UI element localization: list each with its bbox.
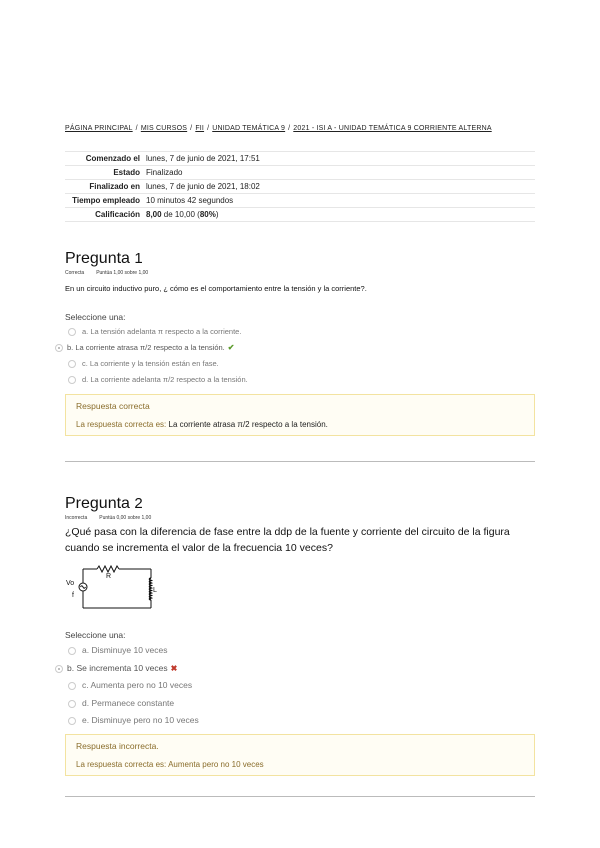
option-label: b. Se incrementa 10 veces — [67, 662, 168, 673]
voltage-label: Vo — [66, 580, 75, 587]
option-label: b. La corriente atrasa π/2 respecto a la tensión. — [67, 343, 225, 352]
radio-button[interactable] — [68, 376, 76, 384]
question-1 — [65, 250, 535, 436]
summary-value: Finalizado — [145, 166, 535, 180]
option-label: c. La corriente y la tensión están en fase. — [82, 359, 219, 368]
feedback-answer-line — [76, 760, 524, 769]
summary-grade-value — [145, 208, 535, 222]
breadcrumb — [65, 125, 492, 132]
divider — [65, 461, 535, 462]
summary-row-time — [65, 194, 535, 208]
option-b-selected[interactable] — [65, 660, 535, 678]
summary-row-finished — [65, 180, 535, 194]
summary-value: lunes, 7 de junio de 2021, 18:02 — [145, 180, 535, 194]
question-1-title — [65, 250, 535, 268]
feedback-answer-line — [76, 420, 524, 429]
rl-circuit-diagram — [65, 564, 155, 612]
question-score: Puntúa 1,00 sobre 1,00 — [96, 270, 149, 276]
radio-button[interactable] — [68, 682, 76, 690]
select-one-label: Seleccione una: — [65, 312, 126, 322]
question-title-label: Pregunta — [65, 250, 130, 267]
breadcrumb-separator: / — [207, 125, 210, 132]
question-number: 2 — [134, 495, 143, 512]
option-c[interactable] — [65, 677, 535, 695]
radio-button-selected[interactable] — [55, 344, 63, 352]
question-status: Correcta — [65, 270, 85, 276]
option-label: e. Disminuye pero no 10 veces — [82, 715, 199, 725]
question-1-feedback — [65, 394, 535, 436]
frequency-label: f — [72, 592, 74, 599]
breadcrumb-separator: / — [288, 125, 291, 132]
check-icon: ✔ — [227, 343, 235, 352]
question-status: Incorrecta — [65, 515, 88, 521]
question-1-options — [65, 324, 535, 388]
option-label: a. La tensión adelanta π respecto a la corriente. — [82, 327, 242, 336]
question-2-feedback — [65, 734, 535, 776]
summary-key: Finalizado en — [65, 180, 145, 194]
radio-button[interactable] — [68, 647, 76, 655]
grade-total: de 10,00 ( — [161, 210, 200, 219]
question-2-options — [65, 642, 535, 730]
radio-button-selected[interactable] — [55, 665, 63, 673]
attempt-summary-table — [65, 151, 535, 222]
grade-percent: 80% — [199, 210, 216, 219]
option-d[interactable] — [65, 372, 535, 388]
question-2 — [65, 495, 535, 776]
summary-row-grade — [65, 208, 535, 222]
feedback-title: Respuesta correcta — [76, 401, 150, 411]
question-score: Puntúa 0,00 sobre 1,00 — [99, 515, 152, 521]
option-label: d. La corriente adelanta π/2 respecto a la tensión. — [82, 375, 248, 384]
option-label: d. Permanece constante — [82, 697, 175, 708]
radio-button[interactable] — [68, 328, 76, 336]
radio-button[interactable] — [68, 700, 76, 708]
breadcrumb-my-courses[interactable]: MIS CURSOS — [140, 125, 188, 132]
feedback-prefix: La respuesta correcta es: — [76, 759, 169, 769]
feedback-title: Respuesta incorrecta. — [76, 740, 159, 751]
radio-button[interactable] — [68, 360, 76, 368]
feedback-prefix: La respuesta correcta es: — [76, 420, 169, 429]
divider — [65, 796, 535, 797]
breadcrumb-course[interactable]: FII — [195, 125, 205, 132]
option-a[interactable] — [65, 642, 535, 660]
breadcrumb-quiz[interactable]: 2021 - ISI A - UNIDAD TEMÁTICA 9 CORRIENTE ALTERNA — [293, 125, 492, 132]
question-1-text: En un circuito inductivo puro, ¿ cómo es el comportamiento entre la tensión y la corriente?. — [65, 284, 367, 293]
question-title-label: Pregunta — [65, 495, 130, 512]
cross-icon: ✖ — [170, 663, 178, 673]
summary-value: 10 minutos 42 segundos — [145, 194, 535, 208]
question-2-title — [65, 495, 535, 513]
breadcrumb-separator: / — [190, 125, 193, 132]
option-label: c. Aumenta pero no 10 veces — [82, 680, 193, 690]
grade-close: ) — [215, 210, 219, 219]
question-2-meta — [65, 515, 535, 521]
option-label: a. Disminuye 10 veces — [82, 645, 168, 655]
summary-key: Calificación — [65, 208, 145, 222]
option-e[interactable] — [65, 712, 535, 730]
question-number: 1 — [134, 250, 143, 267]
summary-value: lunes, 7 de junio de 2021, 17:51 — [145, 152, 535, 166]
summary-key: Comenzado el — [65, 152, 145, 166]
summary-row-state — [65, 166, 535, 180]
option-a[interactable] — [65, 324, 535, 340]
option-d[interactable] — [65, 695, 535, 713]
feedback-answer: Aumenta pero no 10 veces — [168, 759, 264, 769]
breadcrumb-home[interactable]: PÁGINA PRINCIPAL — [65, 125, 133, 132]
option-c[interactable] — [65, 356, 535, 372]
select-one-label: Seleccione una: — [65, 630, 126, 640]
radio-button[interactable] — [68, 717, 76, 725]
breadcrumb-unit[interactable]: UNIDAD TEMÁTICA 9 — [212, 125, 286, 132]
summary-key: Estado — [65, 166, 145, 180]
option-b-selected[interactable] — [65, 340, 535, 356]
summary-row-started — [65, 152, 535, 166]
breadcrumb-separator: / — [135, 125, 138, 132]
inductor-label: L — [153, 587, 157, 594]
grade-score: 8,00 — [146, 210, 162, 219]
question-1-meta — [65, 270, 535, 276]
resistor-label: R — [106, 573, 112, 580]
summary-key: Tiempo empleado — [65, 194, 145, 208]
question-2-text: ¿Qué pasa con la diferencia de fase entre la ddp de la fuente y corriente del circuito de la figura cuando se incrementa el valor de la frecuencia 10 veces? — [65, 526, 510, 554]
feedback-answer: La corriente atrasa π/2 respecto a la tensión. — [168, 420, 328, 429]
